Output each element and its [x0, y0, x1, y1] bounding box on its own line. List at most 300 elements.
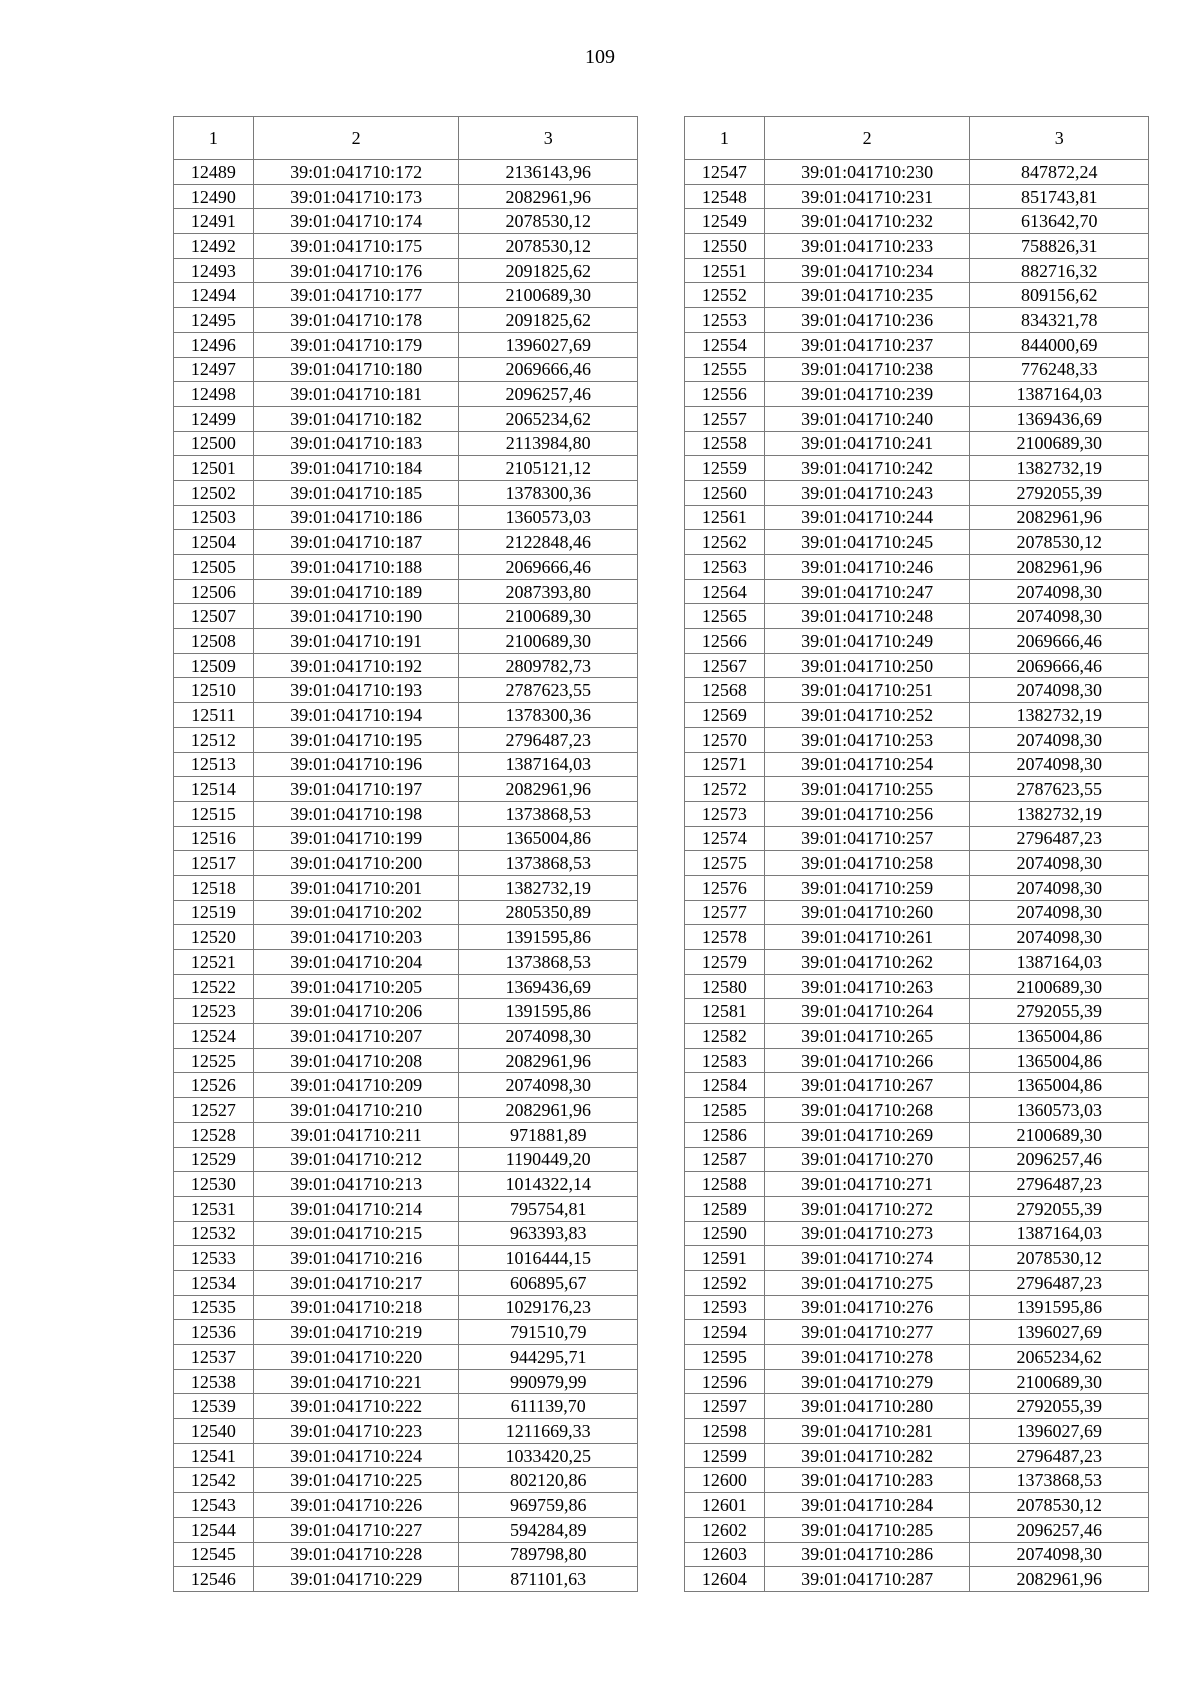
row-number-cell: 12594: [685, 1320, 765, 1345]
value-cell: 2787623,55: [970, 777, 1149, 802]
table-row: [685, 1122, 1149, 1147]
value-cell: 2082961,96: [459, 1098, 638, 1123]
row-number-cell: 12600: [685, 1468, 765, 1493]
row-number-cell: 12561: [685, 505, 765, 530]
value-cell: 2074098,30: [970, 851, 1149, 876]
value-cell: 2792055,39: [970, 1394, 1149, 1419]
table-row: [174, 283, 638, 308]
cadastral-number-cell: 39:01:041710:200: [253, 851, 459, 876]
value-cell: 2082961,96: [970, 555, 1149, 580]
cadastral-number-cell: 39:01:041710:274: [764, 1246, 970, 1271]
table-row: [174, 456, 638, 481]
cadastral-number-cell: 39:01:041710:212: [253, 1147, 459, 1172]
table-row: [685, 1172, 1149, 1197]
cadastral-number-cell: 39:01:041710:252: [764, 703, 970, 728]
cadastral-number-cell: 39:01:041710:225: [253, 1468, 459, 1493]
value-cell: 834321,78: [970, 308, 1149, 333]
cadastral-number-cell: 39:01:041710:241: [764, 431, 970, 456]
value-cell: 1378300,36: [459, 703, 638, 728]
row-number-cell: 12577: [685, 900, 765, 925]
table-row: [685, 1246, 1149, 1271]
cadastral-number-cell: 39:01:041710:254: [764, 752, 970, 777]
cadastral-number-cell: 39:01:041710:227: [253, 1517, 459, 1542]
table-row: [685, 1295, 1149, 1320]
table-row: [685, 160, 1149, 185]
row-number-cell: 12565: [685, 604, 765, 629]
value-cell: 971881,89: [459, 1122, 638, 1147]
cadastral-number-cell: 39:01:041710:221: [253, 1369, 459, 1394]
value-cell: 606895,67: [459, 1270, 638, 1295]
cadastral-number-cell: 39:01:041710:213: [253, 1172, 459, 1197]
value-cell: 1369436,69: [970, 406, 1149, 431]
table-row: [174, 431, 638, 456]
value-cell: 2100689,30: [459, 629, 638, 654]
value-cell: 1373868,53: [459, 801, 638, 826]
table-row: [174, 1147, 638, 1172]
cadastral-number-cell: 39:01:041710:174: [253, 209, 459, 234]
table-right: [684, 116, 1149, 1592]
row-number-cell: 12585: [685, 1098, 765, 1123]
table-row: [685, 431, 1149, 456]
cadastral-number-cell: 39:01:041710:188: [253, 555, 459, 580]
row-number-cell: 12553: [685, 308, 765, 333]
row-number-cell: 12535: [174, 1295, 254, 1320]
table-row: [174, 1246, 638, 1271]
value-cell: 613642,70: [970, 209, 1149, 234]
cadastral-number-cell: 39:01:041710:257: [764, 826, 970, 851]
table-left: [173, 116, 638, 1592]
value-cell: 847872,24: [970, 160, 1149, 185]
cadastral-number-cell: 39:01:041710:285: [764, 1517, 970, 1542]
table-row: [685, 308, 1149, 333]
cadastral-number-cell: 39:01:041710:228: [253, 1542, 459, 1567]
cadastral-number-cell: 39:01:041710:207: [253, 1024, 459, 1049]
table-row: [174, 703, 638, 728]
row-number-cell: 12558: [685, 431, 765, 456]
value-cell: 1365004,86: [970, 1073, 1149, 1098]
row-number-cell: 12569: [685, 703, 765, 728]
row-number-cell: 12531: [174, 1196, 254, 1221]
cadastral-number-cell: 39:01:041710:284: [764, 1493, 970, 1518]
table-row: [174, 875, 638, 900]
value-cell: 1373868,53: [459, 950, 638, 975]
cadastral-number-cell: 39:01:041710:226: [253, 1493, 459, 1518]
table-row: [685, 974, 1149, 999]
value-cell: 2069666,46: [459, 555, 638, 580]
cadastral-number-cell: 39:01:041710:184: [253, 456, 459, 481]
value-cell: 1211669,33: [459, 1419, 638, 1444]
cadastral-number-cell: 39:01:041710:265: [764, 1024, 970, 1049]
page-number: 109: [585, 46, 615, 68]
value-cell: 2805350,89: [459, 900, 638, 925]
cadastral-number-cell: 39:01:041710:178: [253, 308, 459, 333]
cadastral-number-cell: 39:01:041710:222: [253, 1394, 459, 1419]
table-row: [174, 900, 638, 925]
row-number-cell: 12590: [685, 1221, 765, 1246]
cadastral-number-cell: 39:01:041710:269: [764, 1122, 970, 1147]
row-number-cell: 12582: [685, 1024, 765, 1049]
value-cell: 1360573,03: [459, 505, 638, 530]
table-row: [174, 1270, 638, 1295]
row-number-cell: 12548: [685, 184, 765, 209]
cadastral-number-cell: 39:01:041710:282: [764, 1443, 970, 1468]
value-cell: 1382732,19: [459, 875, 638, 900]
cadastral-number-cell: 39:01:041710:236: [764, 308, 970, 333]
value-cell: 2078530,12: [970, 1246, 1149, 1271]
cadastral-number-cell: 39:01:041710:198: [253, 801, 459, 826]
value-cell: 2074098,30: [459, 1073, 638, 1098]
table-row: [174, 1369, 638, 1394]
value-cell: 882716,32: [970, 258, 1149, 283]
cadastral-number-cell: 39:01:041710:209: [253, 1073, 459, 1098]
row-number-cell: 12541: [174, 1443, 254, 1468]
cadastral-number-cell: 39:01:041710:287: [764, 1567, 970, 1592]
value-cell: 2069666,46: [970, 653, 1149, 678]
row-number-cell: 12591: [685, 1246, 765, 1271]
value-cell: 1396027,69: [970, 1419, 1149, 1444]
row-number-cell: 12509: [174, 653, 254, 678]
cadastral-number-cell: 39:01:041710:261: [764, 925, 970, 950]
table-row: [174, 826, 638, 851]
table-row: [685, 1073, 1149, 1098]
table-row: [174, 1221, 638, 1246]
cadastral-number-cell: 39:01:041710:185: [253, 480, 459, 505]
value-cell: 2078530,12: [970, 1493, 1149, 1518]
value-cell: 758826,31: [970, 234, 1149, 259]
cadastral-number-cell: 39:01:041710:246: [764, 555, 970, 580]
row-number-cell: 12521: [174, 950, 254, 975]
value-cell: 1387164,03: [970, 1221, 1149, 1246]
cadastral-number-cell: 39:01:041710:260: [764, 900, 970, 925]
value-cell: 2065234,62: [459, 406, 638, 431]
cadastral-number-cell: 39:01:041710:218: [253, 1295, 459, 1320]
value-cell: 2105121,12: [459, 456, 638, 481]
value-cell: 2787623,55: [459, 678, 638, 703]
row-number-cell: 12599: [685, 1443, 765, 1468]
value-cell: 2082961,96: [459, 184, 638, 209]
value-cell: 1365004,86: [970, 1048, 1149, 1073]
row-number-cell: 12529: [174, 1147, 254, 1172]
table-row: [685, 283, 1149, 308]
table-row: [174, 1542, 638, 1567]
cadastral-number-cell: 39:01:041710:267: [764, 1073, 970, 1098]
value-cell: 963393,83: [459, 1221, 638, 1246]
cadastral-number-cell: 39:01:041710:187: [253, 530, 459, 555]
table-row: [685, 1221, 1149, 1246]
table-row: [685, 703, 1149, 728]
value-cell: 594284,89: [459, 1517, 638, 1542]
value-cell: 2074098,30: [970, 727, 1149, 752]
table-row: [685, 925, 1149, 950]
row-number-cell: 12595: [685, 1345, 765, 1370]
cadastral-number-cell: 39:01:041710:244: [764, 505, 970, 530]
table-row: [174, 1172, 638, 1197]
table-row: [685, 406, 1149, 431]
cadastral-number-cell: 39:01:041710:272: [764, 1196, 970, 1221]
cadastral-number-cell: 39:01:041710:256: [764, 801, 970, 826]
table-row: [174, 1320, 638, 1345]
table-row: [685, 1147, 1149, 1172]
table-row: [174, 1443, 638, 1468]
table-row: [174, 308, 638, 333]
column-header: 2: [253, 117, 459, 160]
cadastral-number-cell: 39:01:041710:230: [764, 160, 970, 185]
value-cell: 844000,69: [970, 332, 1149, 357]
cadastral-number-cell: 39:01:041710:259: [764, 875, 970, 900]
row-number-cell: 12523: [174, 999, 254, 1024]
row-number-cell: 12597: [685, 1394, 765, 1419]
table-row: [685, 1517, 1149, 1542]
row-number-cell: 12520: [174, 925, 254, 950]
cadastral-number-cell: 39:01:041710:224: [253, 1443, 459, 1468]
cadastral-number-cell: 39:01:041710:286: [764, 1542, 970, 1567]
table-row: [174, 1394, 638, 1419]
row-number-cell: 12524: [174, 1024, 254, 1049]
table-row: [685, 826, 1149, 851]
table-row: [685, 234, 1149, 259]
cadastral-number-cell: 39:01:041710:220: [253, 1345, 459, 1370]
value-cell: 2091825,62: [459, 258, 638, 283]
table-row: [174, 1468, 638, 1493]
value-cell: 2809782,73: [459, 653, 638, 678]
table-row: [174, 925, 638, 950]
value-cell: 809156,62: [970, 283, 1149, 308]
row-number-cell: 12557: [685, 406, 765, 431]
cadastral-number-cell: 39:01:041710:253: [764, 727, 970, 752]
row-number-cell: 12489: [174, 160, 254, 185]
cadastral-number-cell: 39:01:041710:266: [764, 1048, 970, 1073]
table-row: [174, 1122, 638, 1147]
row-number-cell: 12500: [174, 431, 254, 456]
cadastral-number-cell: 39:01:041710:193: [253, 678, 459, 703]
cadastral-number-cell: 39:01:041710:175: [253, 234, 459, 259]
row-number-cell: 12490: [174, 184, 254, 209]
table-row: [174, 382, 638, 407]
row-number-cell: 12518: [174, 875, 254, 900]
row-number-cell: 12504: [174, 530, 254, 555]
row-number-cell: 12526: [174, 1073, 254, 1098]
value-cell: 871101,63: [459, 1567, 638, 1592]
table-row: [174, 1098, 638, 1123]
value-cell: 1190449,20: [459, 1147, 638, 1172]
table-row: [174, 629, 638, 654]
table-row: [174, 1024, 638, 1049]
row-number-cell: 12562: [685, 530, 765, 555]
value-cell: 2082961,96: [459, 777, 638, 802]
cadastral-number-cell: 39:01:041710:234: [764, 258, 970, 283]
table-row: [685, 505, 1149, 530]
row-number-cell: 12519: [174, 900, 254, 925]
row-number-cell: 12501: [174, 456, 254, 481]
cadastral-number-cell: 39:01:041710:195: [253, 727, 459, 752]
cadastral-number-cell: 39:01:041710:239: [764, 382, 970, 407]
cadastral-number-cell: 39:01:041710:210: [253, 1098, 459, 1123]
cadastral-number-cell: 39:01:041710:238: [764, 357, 970, 382]
value-cell: 2074098,30: [970, 925, 1149, 950]
table-row: [174, 406, 638, 431]
cadastral-number-cell: 39:01:041710:250: [764, 653, 970, 678]
row-number-cell: 12540: [174, 1419, 254, 1444]
table-row: [174, 209, 638, 234]
cadastral-number-cell: 39:01:041710:173: [253, 184, 459, 209]
cadastral-number-cell: 39:01:041710:271: [764, 1172, 970, 1197]
row-number-cell: 12511: [174, 703, 254, 728]
row-number-cell: 12587: [685, 1147, 765, 1172]
row-number-cell: 12550: [685, 234, 765, 259]
table-row: [685, 1196, 1149, 1221]
value-cell: 2100689,30: [970, 1369, 1149, 1394]
value-cell: 776248,33: [970, 357, 1149, 382]
row-number-cell: 12546: [174, 1567, 254, 1592]
row-number-cell: 12534: [174, 1270, 254, 1295]
value-cell: 1391595,86: [970, 1295, 1149, 1320]
header-row: [685, 117, 1149, 160]
cadastral-number-cell: 39:01:041710:249: [764, 629, 970, 654]
value-cell: 1365004,86: [970, 1024, 1149, 1049]
row-number-cell: 12498: [174, 382, 254, 407]
row-number-cell: 12502: [174, 480, 254, 505]
row-number-cell: 12530: [174, 1172, 254, 1197]
cadastral-number-cell: 39:01:041710:181: [253, 382, 459, 407]
row-number-cell: 12549: [685, 209, 765, 234]
value-cell: 1369436,69: [459, 974, 638, 999]
cadastral-number-cell: 39:01:041710:194: [253, 703, 459, 728]
value-cell: 2796487,23: [970, 1443, 1149, 1468]
table-row: [685, 950, 1149, 975]
table-row: [174, 1073, 638, 1098]
value-cell: 1396027,69: [970, 1320, 1149, 1345]
table-row: [685, 1320, 1149, 1345]
value-cell: 2096257,46: [970, 1517, 1149, 1542]
value-cell: 2100689,30: [970, 431, 1149, 456]
value-cell: 2100689,30: [970, 1122, 1149, 1147]
value-cell: 851743,81: [970, 184, 1149, 209]
row-number-cell: 12601: [685, 1493, 765, 1518]
cadastral-number-cell: 39:01:041710:229: [253, 1567, 459, 1592]
table-row: [685, 1270, 1149, 1295]
table-row: [174, 184, 638, 209]
cadastral-number-cell: 39:01:041710:247: [764, 579, 970, 604]
table-row: [685, 332, 1149, 357]
table-row: [174, 1517, 638, 1542]
cadastral-number-cell: 39:01:041710:223: [253, 1419, 459, 1444]
value-cell: 2078530,12: [970, 530, 1149, 555]
table-row: [685, 480, 1149, 505]
row-number-cell: 12537: [174, 1345, 254, 1370]
row-number-cell: 12556: [685, 382, 765, 407]
table-row: [685, 1567, 1149, 1592]
row-number-cell: 12496: [174, 332, 254, 357]
value-cell: 1373868,53: [459, 851, 638, 876]
value-cell: 944295,71: [459, 1345, 638, 1370]
value-cell: 2074098,30: [970, 579, 1149, 604]
row-number-cell: 12528: [174, 1122, 254, 1147]
table-row: [174, 727, 638, 752]
cadastral-number-cell: 39:01:041710:208: [253, 1048, 459, 1073]
table-row: [685, 1098, 1149, 1123]
row-number-cell: 12510: [174, 678, 254, 703]
table-row: [685, 209, 1149, 234]
value-cell: 1373868,53: [970, 1468, 1149, 1493]
value-cell: 1391595,86: [459, 925, 638, 950]
value-cell: 2796487,23: [459, 727, 638, 752]
row-number-cell: 12544: [174, 1517, 254, 1542]
value-cell: 2074098,30: [970, 900, 1149, 925]
table-row: [685, 258, 1149, 283]
table-row: [685, 1394, 1149, 1419]
row-number-cell: 12574: [685, 826, 765, 851]
table-row: [685, 1468, 1149, 1493]
row-number-cell: 12584: [685, 1073, 765, 1098]
cadastral-number-cell: 39:01:041710:278: [764, 1345, 970, 1370]
value-cell: 969759,86: [459, 1493, 638, 1518]
table-row: [685, 1369, 1149, 1394]
row-number-cell: 12532: [174, 1221, 254, 1246]
table-row: [174, 357, 638, 382]
value-cell: 2100689,30: [970, 974, 1149, 999]
row-number-cell: 12567: [685, 653, 765, 678]
row-number-cell: 12575: [685, 851, 765, 876]
table-row: [174, 234, 638, 259]
value-cell: 990979,99: [459, 1369, 638, 1394]
row-number-cell: 12578: [685, 925, 765, 950]
table-row: [174, 752, 638, 777]
row-number-cell: 12536: [174, 1320, 254, 1345]
cadastral-number-cell: 39:01:041710:264: [764, 999, 970, 1024]
cadastral-number-cell: 39:01:041710:251: [764, 678, 970, 703]
row-number-cell: 12602: [685, 1517, 765, 1542]
table-row: [685, 875, 1149, 900]
value-cell: 1016444,15: [459, 1246, 638, 1271]
cadastral-number-cell: 39:01:041710:203: [253, 925, 459, 950]
value-cell: 2100689,30: [459, 604, 638, 629]
cadastral-number-cell: 39:01:041710:263: [764, 974, 970, 999]
cadastral-number-cell: 39:01:041710:196: [253, 752, 459, 777]
row-number-cell: 12568: [685, 678, 765, 703]
value-cell: 2792055,39: [970, 480, 1149, 505]
column-header: 3: [970, 117, 1149, 160]
value-cell: 1365004,86: [459, 826, 638, 851]
row-number-cell: 12512: [174, 727, 254, 752]
table-row: [174, 974, 638, 999]
cadastral-number-cell: 39:01:041710:202: [253, 900, 459, 925]
table-row: [685, 727, 1149, 752]
cadastral-number-cell: 39:01:041710:192: [253, 653, 459, 678]
row-number-cell: 12563: [685, 555, 765, 580]
cadastral-number-cell: 39:01:041710:237: [764, 332, 970, 357]
cadastral-number-cell: 39:01:041710:242: [764, 456, 970, 481]
row-number-cell: 12494: [174, 283, 254, 308]
cadastral-number-cell: 39:01:041710:214: [253, 1196, 459, 1221]
row-number-cell: 12579: [685, 950, 765, 975]
row-number-cell: 12522: [174, 974, 254, 999]
row-number-cell: 12508: [174, 629, 254, 654]
row-number-cell: 12493: [174, 258, 254, 283]
value-cell: 802120,86: [459, 1468, 638, 1493]
cadastral-number-cell: 39:01:041710:177: [253, 283, 459, 308]
table-row: [174, 332, 638, 357]
value-cell: 2082961,96: [459, 1048, 638, 1073]
table-row: [685, 900, 1149, 925]
table-row: [174, 555, 638, 580]
row-number-cell: 12588: [685, 1172, 765, 1197]
value-cell: 2792055,39: [970, 1196, 1149, 1221]
table-row: [174, 1196, 638, 1221]
row-number-cell: 12491: [174, 209, 254, 234]
value-cell: 2100689,30: [459, 283, 638, 308]
row-number-cell: 12497: [174, 357, 254, 382]
cadastral-number-cell: 39:01:041710:201: [253, 875, 459, 900]
